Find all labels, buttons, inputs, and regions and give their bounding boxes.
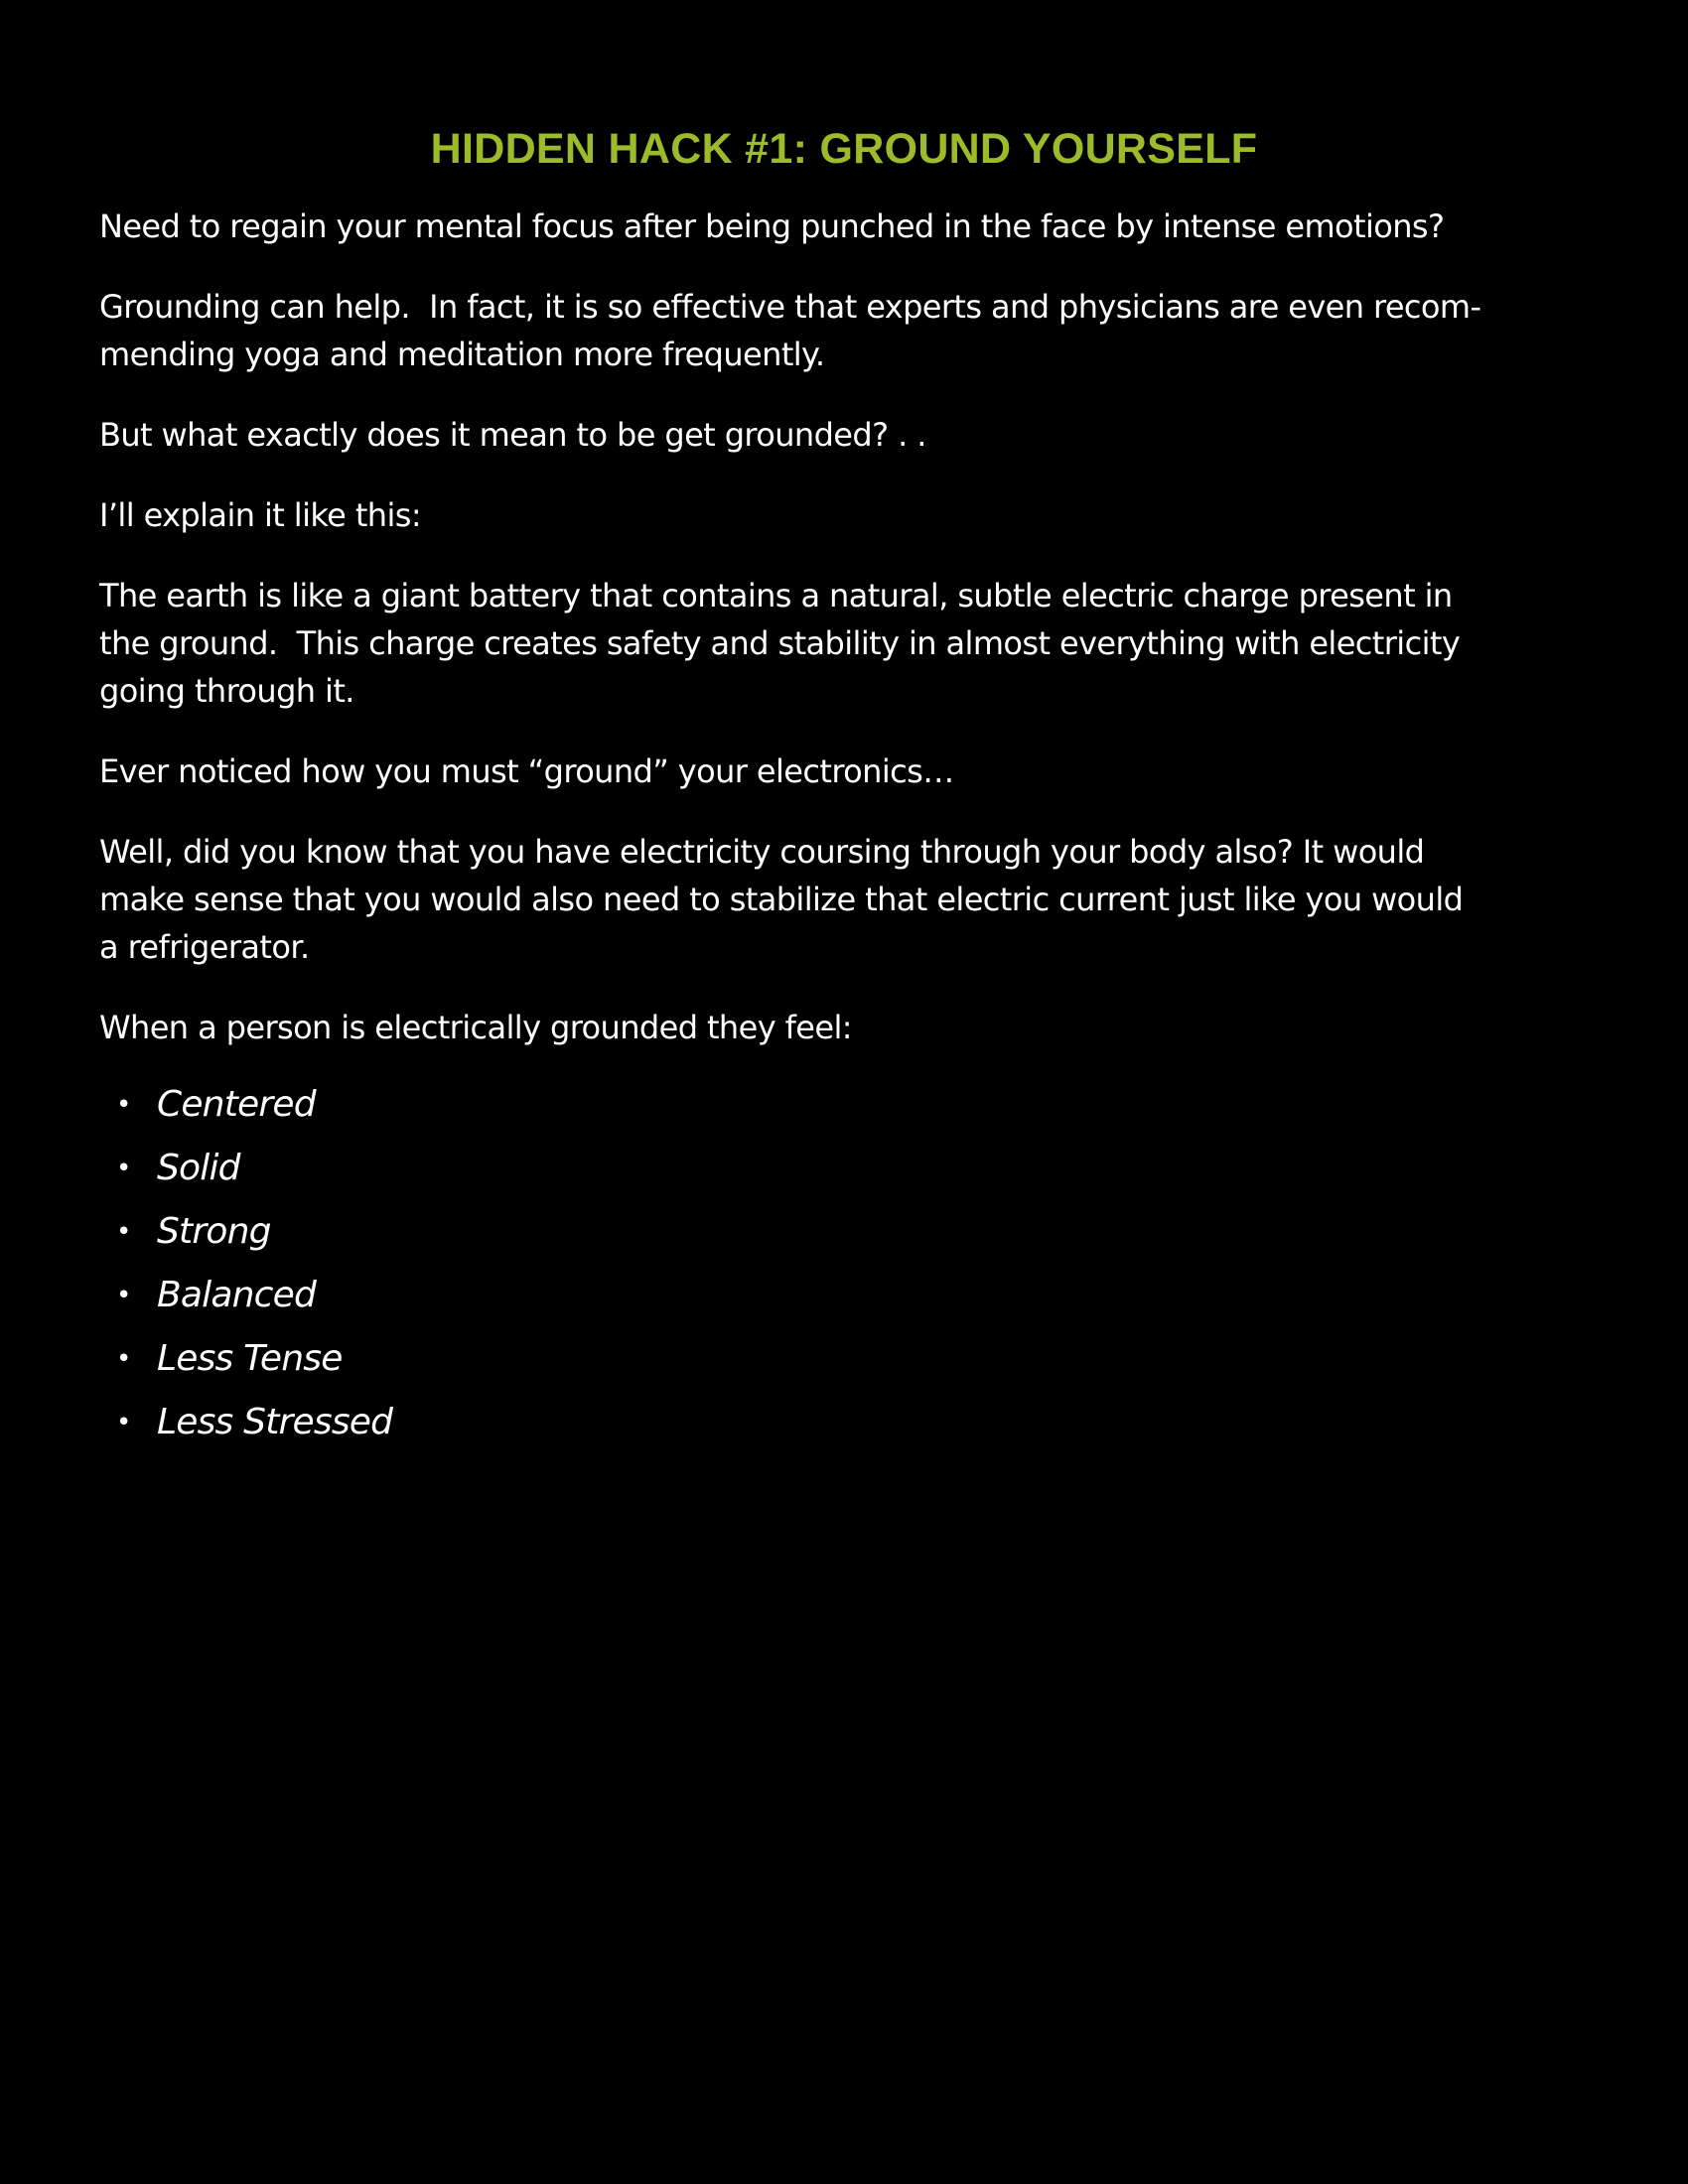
bullet-icon: • [116,1408,131,1437]
paragraph-explain: I’ll explain it like this: [99,496,421,534]
paragraph-body-electricity: Well, did you know that you have electricity coursing through your body also? It would make sense that you would also need to stabilize that electric current just like you would a refrigerator. [99,833,1464,966]
paragraph-intro: Need to regain your mental focus after being punched in the face by intense emotions? [99,207,1445,245]
list-item-text: Less Tense [157,1338,343,1379]
list-item-text: Centered [157,1084,316,1125]
list-item [99,1200,1589,1264]
list-item [99,1391,1589,1454]
bullet-icon: • [116,1090,131,1120]
bullet-icon: • [116,1154,131,1183]
document-page [99,121,1589,1454]
list-item-text: Less Stressed [157,1402,393,1442]
list-item-text: Solid [157,1148,240,1188]
paragraph-grounding-help: Grounding can help. In fact, it is so effective that experts and physicians are even recom- mending yoga and meditation more frequently. [99,288,1481,373]
list-item [99,1073,1589,1137]
page-title: HIDDEN HACK #1: GROUND YOURSELF [430,125,1258,173]
paragraph-grounded-feel: When a person is electrically grounded they feel: [99,1009,852,1046]
bullet-icon: • [116,1217,131,1247]
list-item-text: Strong [157,1211,271,1252]
paragraph-earth-battery: The earth is like a giant battery that contains a natural, subtle electric charge present in the ground. This charge creates safety and stability in almost everything with electricity going through it. [99,577,1461,710]
list-item [99,1137,1589,1200]
list-item [99,1327,1589,1391]
feelings-list [99,1073,1589,1454]
bullet-icon: • [116,1281,131,1310]
paragraph-question: But what exactly does it mean to be get grounded? . . [99,416,926,454]
paragraph-electronics: Ever noticed how you must “ground” your electronics… [99,752,954,790]
list-item-text: Balanced [157,1275,317,1315]
list-item [99,1264,1589,1327]
bullet-icon: • [116,1344,131,1374]
